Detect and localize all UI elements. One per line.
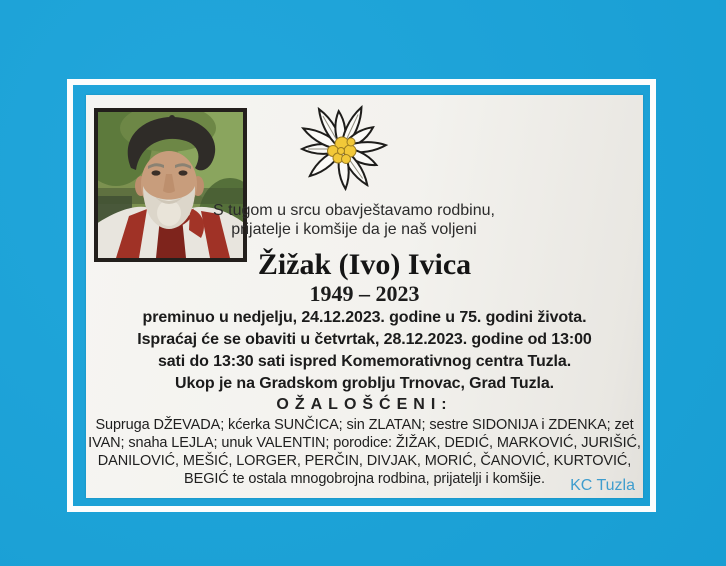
mourners-heading: OŽALOŠĆENI: — [276, 396, 453, 413]
life-years: 1949 – 2023 — [309, 281, 420, 306]
intro-line: S tugom u srcu obavještavamo rodbinu, — [213, 202, 495, 219]
mourners-line: BEGIĆ te ostala mnogobrojna rodbina, prijatelji i komšije. — [184, 471, 545, 487]
intro-text — [189, 201, 519, 239]
mourners-line: IVAN; snaha LEJLA; unuk VALENTIN; porodice: ŽIŽAK, DEDIĆ, MARKOVIĆ, JURIŠIĆ, — [88, 435, 641, 451]
funeral-details-line: Ukop je na Gradskom groblju Trnovac, Grad Tuzla. — [175, 375, 554, 392]
funeral-details-line: Ispraćaj će se obaviti u četvrtak, 28.12.2023. godine od 13:00 — [137, 331, 592, 348]
intro-line: prijatelje i komšije da je naš voljeni — [231, 221, 477, 238]
funeral-details-line: sati do 13:30 sati ispred Komemorativnog centra Tuzla. — [157, 353, 572, 370]
mourners-list — [86, 416, 643, 488]
signature-kc-tuzla: KC Tuzla — [570, 477, 635, 494]
obituary-card — [86, 95, 643, 498]
mourners-line: Supruga DŽEVADA; kćerka SUNČICA; sin ZLATAN; sestre SIDONIJA i ZDENKA; zet — [95, 417, 634, 433]
mourners-line: DANILOVIĆ, MEŠIĆ, LORGER, PERČIN, DIVJAK, MORIĆ, ČANOVIĆ, KURTOVIĆ, — [97, 453, 632, 469]
edelweiss-flower-icon — [284, 99, 400, 201]
funeral-details-line: preminuo u nedjelju, 24.12.2023. godine u 75. godini života. — [142, 309, 587, 326]
funeral-details — [86, 307, 643, 395]
deceased-name: Žižak (Ivo) Ivica — [257, 248, 472, 281]
